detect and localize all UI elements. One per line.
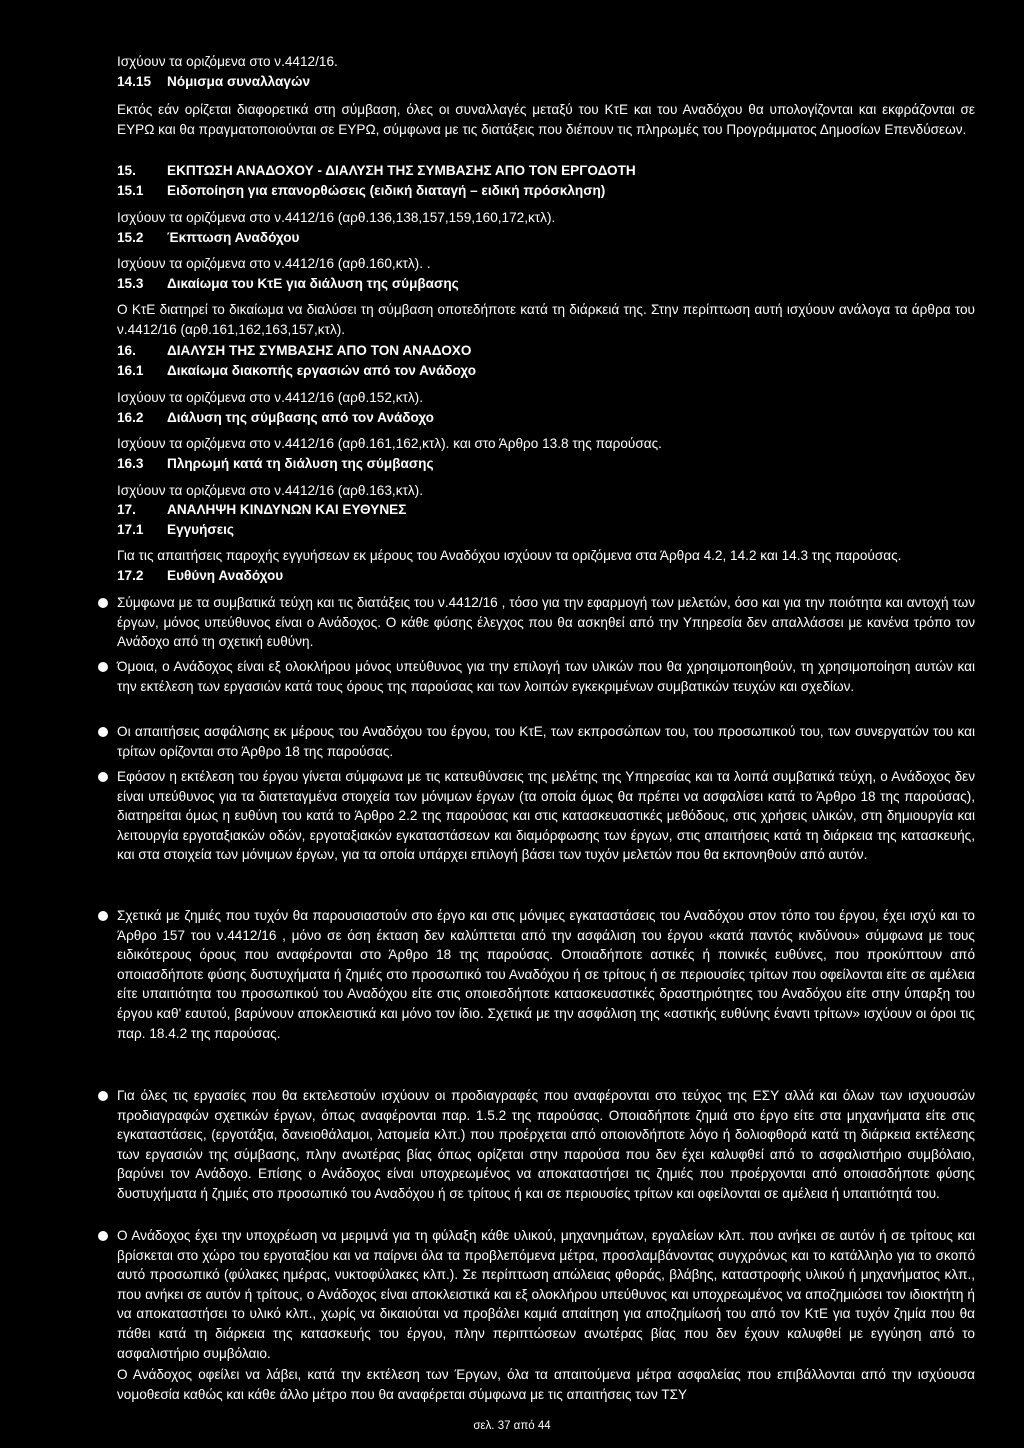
list-item-text: Οι απαιτήσεις ασφάλισης εκ μέρους του Αναδόχου του έργου, του ΚτΕ, των εκπροσώπων του, του προσωπικού του, των συνεργατών του και τρίτων ορίζονται στο Άρθρο 18 της παρούσας. [117, 724, 975, 759]
section-16-2-heading [117, 408, 434, 428]
section-15-3-text: Ο ΚτΕ διατηρεί το δικαίωμα να διαλύσει τη σύμβαση οποτεδήποτε κατά τη διάρκειά της. Στην περίπτωση αυτή ισχύουν ανάλογα τα άρθρα του ν.4412/16 (αρθ.161,162,163,157,κτλ). [117, 302, 975, 337]
section-16-heading [117, 341, 471, 361]
section-17-2-heading [117, 566, 283, 586]
section-15-2-heading [117, 228, 299, 248]
page-number: σελ. 37 από 44 [473, 1420, 551, 1432]
section-14-15-heading [117, 72, 310, 92]
section-17-1-heading [117, 520, 234, 540]
section-number: 16. [117, 343, 136, 358]
list-item-text: Όμοια, ο Ανάδοχος είναι εξ ολοκλήρου μόνος υπεύθυνος για την επιλογή των υλικών που θα χρησιμοποιηθούν, τη χρησιμοποίηση αυτών και την εκτέλεση των εργασιών κατά τους όρους της παρούσας και των λοιπών εγκεκριμένων συμβατικών τευχών και σχεδίων. [117, 659, 975, 694]
bullet-icon [98, 1091, 108, 1101]
section-number: 15. [117, 163, 136, 178]
section-number: 14.15 [117, 74, 152, 89]
section-15-1-heading [117, 181, 605, 201]
section-number: 17. [117, 502, 136, 517]
section-title: Πληρωμή κατά τη διάλυση της σύμβασης [167, 456, 434, 471]
list-item-text: Σχετικά με ζημιές που τυχόν θα παρουσιαστούν στο έργο και στις μόνιμες εγκαταστάσεις του Αναδόχου στον τόπο του έργου, έχει ισχύ και το Άρθρο 157 του ν.4412/16 , μόνο σε όση έκταση δεν καλύπτεται από την ασφάλιση του έργου «κατά παντός κινδύνου» σύμφωνα με τους ειδικότερους όρους που αναφέρονται στο Άρθρο 18 της παρούσας. Οποιαδήποτε αστικές ή ποινικές ευθύνες, που προκύπτουν από οποιασδήποτε φύσης δυστυχήματα ή ζημιές στο προσωπικό του Αναδόχου ή σε τρίτους ή σε περιουσίες τρίτων που οφείλονται είτε σε αμέλεια είτε υπαιτιότητα του προσωπικού του Αναδόχου είτε στις οποιεσδήποτε κατασκευαστικές δραστηριότητες του Αναδόχου είτε στην ύπαρξη του έργου καθ' εαυτού, βαρύνουν αποκλειστικά και μόνο τον ίδιο. Σχετικά με την ασφάλιση της «αστικής ευθύνης έναντι τρίτων» ισχύουν οι όροι τις παρ. 18.4.2 της παρούσας. [117, 908, 975, 1041]
list-item-text: Ο Ανάδοχος έχει την υποχρέωση να μεριμνά για τη φύλαξη κάθε υλικού, μηχανημάτων, εργαλείων κλπ. που ανήκει σε αυτόν ή σε τρίτους και βρίσκεται στο χώρο του εργοταξίου και να παίρνει όλα τα προβλεπόμενα μέτρα, προσλαμβάνοντας συγχρόνως και το κατάλληλο για το σκοπό αυτό προσωπικό (φύλακες ημέρας, νυκτοφύλακες κλπ.). Σε περίπτωση απώλειας φθοράς, βλάβης, καταστροφής υλικού ή μηχανήματος κλπ., που ανήκει σε αυτόν ή τρίτους, ο Ανάδοχος είναι αποκλειστικά και εξ ολοκλήρου υπεύθυνος και υποχρεωμένος να αποζημιώσει τον ιδιοκτήτη ή να αποκαταστήσει το υλικό κλπ., χωρίς να δικαιούται να προβάλει καμιά απαίτηση για αποζημίωσή του από τον ΚτΕ για τυχόν ζημία που θα πάθει κατά τη διάρκεια της κατασκευής του έργου, πλην περιπτώσεων ανωτέρας βίας που δεν έχουν καλυφθεί με εγγύηση από το ασφαλιστήριο συμβόλαιο. [117, 1228, 975, 1361]
section-title: Δικαίωμα διακοπής εργασιών από τον Ανάδοχο [167, 363, 476, 378]
section-number: 15.2 [117, 230, 144, 245]
list-item-text: Σύμφωνα με τα συμβατικά τεύχη και τις διατάξεις του ν.4412/16 , τόσο για την εφαρμογή των μελετών, όσο και για την ποιότητα και αντοχή των έργων, μόνος υπεύθυνος είναι ο Ανάδοχος. Ο κάθε φύσης έλεγχος που θα ασκηθεί από την Υπηρεσία δεν απαλλάσσει με κανένα τρόπο τον Ανάδοχο από τη σχετική ευθύνη. [117, 595, 975, 650]
section-17-heading [117, 500, 406, 520]
section-title: Ευθύνη Αναδόχου [167, 568, 284, 583]
section-title: Εγγυήσεις [167, 522, 234, 537]
bullet-icon [98, 662, 108, 672]
section-title: Δικαίωμα του ΚτΕ για διάλυση της σύμβασης [167, 276, 459, 291]
section-title: ΔΙΑΛΥΣΗ ΤΗΣ ΣΥΜΒΑΣΗΣ ΑΠΟ ΤΟΝ ΑΝΑΔΟΧΟ [167, 343, 472, 358]
section-number: 17.1 [117, 522, 144, 537]
section-15-1-text: Ισχύουν τα οριζόμενα στο ν.4412/16 (αρθ.136,138,157,159,160,172,κτλ). [117, 210, 556, 225]
section-17-1-text: Για τις απαιτήσεις παροχής εγγυήσεων εκ μέρους του Αναδόχου ισχύουν τα οριζόμενα στα Άρθρα 4.2, 14.2 και 14.3 της παρούσας. [117, 548, 902, 563]
section-number: 15.1 [117, 183, 144, 198]
section-16-3-text: Ισχύουν τα οριζόμενα στο ν.4412/16 (αρθ.163,κτλ). [117, 483, 423, 498]
section-15-heading [117, 161, 636, 181]
section-16-1-text: Ισχύουν τα οριζόμενα στο ν.4412/16 (αρθ.152,κτλ). [117, 390, 423, 405]
section-title: Ειδοποίηση για επανορθώσεις (ειδική διαταγή – ειδική πρόσκληση) [167, 183, 606, 198]
section-16-3-heading [117, 454, 434, 474]
closing-paragraph: Ο Ανάδοχος οφείλει να λάβει, κατά την εκτέλεση των Έργων, όλα τα απαιτούμενα μέτρα ασφαλείας που επιβάλλονται από την ισχύουσα νομοθεσία καθώς και κάθε άλλο μέτρο που θα αναφέρεται σύμφωνα με τις απαιτήσεις των ΤΣΥ [117, 1367, 975, 1402]
section-15-3-heading [117, 274, 459, 294]
section-number: 16.3 [117, 456, 144, 471]
section-title: ΑΝΑΛΗΨΗ ΚΙΝΔΥΝΩΝ ΚΑΙ ΕΥΘΥΝΕΣ [167, 502, 407, 517]
bullet-icon [98, 598, 108, 608]
section-15-2-text: Ισχύουν τα οριζόμενα στο ν.4412/16 (αρθ.160,κτλ). . [117, 256, 431, 271]
section-14-15-text: Εκτός εάν ορίζεται διαφορετικά στη σύμβαση, όλες οι συναλλαγές μεταξύ του ΚτΕ και του Αναδόχου θα υπολογίζονται και εκφράζονται σε ΕΥΡΩ και θα πραγματοποιούνται σε ΕΥΡΩ, σύμφωνα με τις διατάξεις που διέπουν τις πληρωμές του Προγράμματος Δημοσίων Επενδύσεων. [117, 102, 975, 137]
list-item-text: Εφόσον η εκτέλεση του έργου γίνεται σύμφωνα με τις κατευθύνσεις της μελέτης της Υπηρεσίας και τα λοιπά συμβατικά τεύχη, ο Ανάδοχος δεν είναι υπεύθυνος για τα διατεταγμένα στοιχεία των μόνιμων έργων (τα οποία όμως θα πρέπει να ασφαλίσει κατά το Άρθρο 18 της παρούσας), διατηρείται όμως η ευθύνη του κατά το Άρθρο 2.2 της παρούσας και στις κατασκευαστικές μεθόδους, στις χρήσεις υλικών, στη δημιουργία και λειτουργία εργοταξιακών οδών, εργοταξιακών εγκαταστάσεων και διαμόρφωσης των έργων, στις απαιτήσεις κατά τη διάρκεια της κατασκευής, και στα στοιχεία των μόνιμων έργων, για τα οποία υπάρχει επιλογή βάσει των τυχόν μελετών που θα εκπονηθούν από αυτόν. [117, 769, 975, 863]
section-title: ΕΚΠΤΩΣΗ ΑΝΑΔΟΧΟΥ - ΔΙΑΛΥΣΗ ΤΗΣ ΣΥΜΒΑΣΗΣ ΑΠΟ ΤΟΝ ΕΡΓΟΔΟΤΗ [167, 163, 636, 178]
section-number: 17.2 [117, 568, 144, 583]
section-title: Έκπτωση Αναδόχου [167, 230, 300, 245]
section-16-1-heading [117, 361, 476, 381]
list-item-text: Για όλες τις εργασίες που θα εκτελεστούν ισχύουν οι προδιαγραφές που αναφέρονται στο τεύχος της ΕΣΥ αλλά και όλων των ισχυουσών προδιαγραφών σχετικών έργων, όπως αναφέρονται παρ. 1.5.2 της παρούσας. Οποιαδήποτε ζημιά στο έργο είτε στα μηχανήματα είτε στις εγκαταστάσεις, (εργοτάξια, δανειοθάλαμοι, λατομεία κλπ.) που προέρχεται από οποιονδήποτε λόγο ή δολιοφθορά κατά τη διάρκεια εκτέλεσης των εργασιών της σύμβασης, πλην ανωτέρας βίας όπως ορίζεται στην παρούσα που δεν έχει καλυφθεί από το ασφαλιστήριο συμβόλαιο, βαρύνει τον Ανάδοχο. Επίσης ο Ανάδοχος είναι υποχρεωμένος να αποκαταστήσει τις ζημιές που προέρχονται από οποιασδήποτε φύσης δυστυχήματα ή ζημιές στο προσωπικό του Αναδόχου ή σε τρίτους ή και σε περιουσίες τρίτων και οφείλονται σε αμέλεια ή υπαιτιότητά του. [117, 1088, 975, 1201]
section-title: Νόμισμα συναλλαγών [167, 74, 311, 89]
section-number: 16.2 [117, 410, 144, 425]
bullet-icon [98, 1231, 108, 1241]
section-number: 15.3 [117, 276, 144, 291]
bullet-icon [98, 772, 108, 782]
top-line: Ισχύουν τα οριζόμενα στο ν.4412/16. [117, 54, 338, 69]
section-16-2-text: Ισχύουν τα οριζόμενα στο ν.4412/16 (αρθ.161,162,κτλ). και στο Άρθρο 13.8 της παρούσας. [117, 436, 662, 451]
section-number: 16.1 [117, 363, 144, 378]
section-title: Διάλυση της σύμβασης από τον Ανάδοχο [167, 410, 434, 425]
bullet-icon [98, 911, 108, 921]
bullet-icon [98, 727, 108, 737]
